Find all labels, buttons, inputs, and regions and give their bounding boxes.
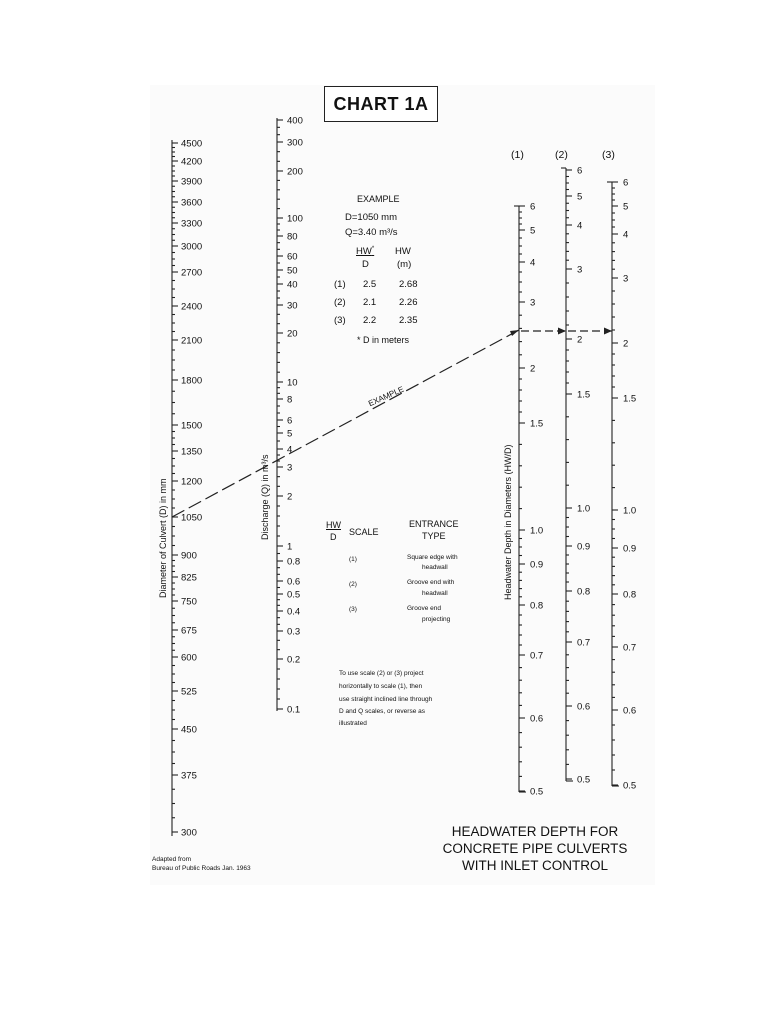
discharge-tick-label: 30 (287, 300, 298, 312)
example-footnote: * D in meters (357, 335, 410, 345)
example-arrowhead-1 (510, 330, 519, 336)
diameter-tick-label: 450 (181, 724, 197, 736)
diameter-tick-label: 2100 (181, 335, 203, 347)
example-arrowhead-2 (558, 328, 566, 335)
scale3-tick-label: 0.5 (623, 780, 637, 792)
scale2-tick-label: 4 (577, 220, 583, 232)
legend-row-3-type-1: Groove end (407, 605, 441, 612)
scale3-header: (3) (602, 149, 615, 161)
discharge-tick-label: 0.6 (287, 576, 301, 588)
diameter-tick-label: 3000 (181, 241, 203, 253)
scale3-tick-label: 1.5 (623, 393, 637, 405)
diameter-tick-label: 750 (181, 596, 197, 608)
discharge-tick-label: 60 (287, 251, 298, 263)
scale1-tick-label: 0.6 (530, 713, 544, 725)
diameter-tick-label: 1800 (181, 375, 203, 387)
discharge-tick-label: 200 (287, 166, 303, 178)
scale2-tick-label: 0.7 (577, 637, 591, 649)
hwd-axis-title: Headwater Depth in Diameters (HW/D) (503, 444, 513, 600)
example-inclined-line (172, 330, 519, 517)
example-row-2-hw: 2.26 (399, 297, 418, 308)
diameter-tick-label: 600 (181, 652, 197, 664)
scale2-tick-label: 3 (577, 264, 583, 276)
legend-row-3-type-2: projecting (422, 616, 451, 623)
discharge-axis-title: Discharge (Q) in m³/s (260, 454, 270, 540)
scale3-tick-label: 3 (623, 273, 629, 285)
legend-row-2-type-1: Groove end with (407, 579, 455, 586)
diameter-tick-label: 375 (181, 770, 197, 782)
diameter-tick-label: 900 (181, 550, 197, 562)
scale3-tick-label: 2 (623, 338, 629, 350)
scale1-tick-label: 1.0 (530, 525, 544, 537)
diameter-tick-label: 1500 (181, 420, 203, 432)
legend-row-1-type-2: headwall (422, 564, 448, 571)
discharge-tick-label: 0.3 (287, 626, 301, 638)
note-line-1: To use scale (2) or (3) project (339, 670, 424, 677)
scale2-tick-label: 0.9 (577, 541, 591, 553)
diameter-tick-label: 1200 (181, 476, 203, 488)
example-row-2-hwd: 2.1 (363, 297, 377, 308)
example-row-1-scale: (1) (334, 279, 346, 290)
example-row-1-hwd: 2.5 (363, 279, 377, 290)
heading-line-1: HEADWATER DEPTH FOR (451, 824, 619, 839)
diameter-axis-title: Diameter of Culvert (D) in mm (158, 478, 168, 598)
diameter-tick-label: 1350 (181, 446, 203, 458)
scale2-tick-label: 0.8 (577, 586, 591, 598)
scale1-tick-label: 3 (530, 297, 536, 309)
scale2-tick-label: 6 (577, 165, 583, 177)
legend-row-3-scale: (3) (349, 606, 357, 613)
scale3-tick-label: 4 (623, 229, 629, 241)
scale1-tick-label: 0.9 (530, 559, 544, 571)
legend-hw: HW (326, 520, 341, 530)
scale3-tick-label: 0.6 (623, 705, 637, 717)
note-line-2: horizontally to scale (1), then (339, 683, 423, 690)
legend-entrance-header-1: ENTRANCE (409, 519, 459, 529)
example-title: EXAMPLE (357, 194, 400, 204)
discharge-tick-label: 8 (287, 394, 293, 406)
discharge-tick-label: 2 (287, 491, 293, 503)
example-line-label: EXAMPLE (367, 384, 406, 409)
legend-scale-header: SCALE (349, 527, 379, 537)
discharge-tick-label: 400 (287, 115, 303, 127)
discharge-tick-label: 40 (287, 279, 298, 291)
diameter-tick-label: 3900 (181, 176, 203, 188)
scale1-tick-label: 1.5 (530, 418, 544, 430)
discharge-tick-label: 6 (287, 415, 293, 427)
discharge-tick-label: 20 (287, 328, 298, 340)
scale2-tick-label: 1.0 (577, 503, 591, 515)
scale2-tick-label: 0.6 (577, 701, 591, 713)
diameter-tick-label: 3600 (181, 197, 203, 209)
discharge-tick-label: 0.8 (287, 556, 301, 568)
legend-row-2-type-2: headwall (422, 590, 448, 597)
credit-line-2: Bureau of Public Roads Jan. 1963 (152, 864, 251, 872)
legend-row-1-type-1: Square edge with (407, 554, 458, 561)
chart-heading (405, 823, 665, 874)
diameter-tick-label: 4200 (181, 156, 203, 168)
scale3-tick-label: 6 (623, 177, 629, 189)
diameter-tick-label: 2700 (181, 267, 203, 279)
scale2-tick-label: 0.5 (577, 774, 591, 786)
example-row-3-hwd: 2.2 (363, 315, 377, 326)
discharge-tick-label: 300 (287, 137, 303, 149)
example-q: Q=3.40 m³/s (345, 227, 398, 238)
scale2-tick-label: 1.5 (577, 389, 591, 401)
scale1-tick-label: 0.5 (530, 786, 544, 798)
note-line-3: use straight inclined line through (339, 696, 433, 703)
example-row-1-hw: 2.68 (399, 279, 418, 290)
diameter-tick-label: 4500 (181, 138, 203, 150)
scale2-tick-label: 5 (577, 191, 583, 203)
discharge-tick-label: 50 (287, 265, 298, 277)
legend-row-2-scale: (2) (349, 581, 357, 588)
diameter-tick-label: 300 (181, 827, 197, 839)
example-col1-header: HW* (356, 246, 375, 258)
legend-d: D (330, 532, 337, 542)
scale3-tick-label: 0.9 (623, 543, 637, 555)
scale3-tick-label: 0.8 (623, 589, 637, 601)
scale1-tick-label: 2 (530, 363, 536, 375)
diameter-tick-label: 3300 (181, 218, 203, 230)
scale1-tick-label: 0.7 (530, 650, 544, 662)
diameter-tick-label: 1050 (181, 512, 203, 524)
discharge-tick-label: 80 (287, 231, 298, 243)
example-d: D=1050 mm (345, 212, 398, 223)
example-row-3-scale: (3) (334, 315, 346, 326)
scale1-tick-label: 0.8 (530, 600, 544, 612)
discharge-tick-label: 4 (287, 444, 293, 456)
scale3-tick-label: 1.0 (623, 505, 637, 517)
discharge-tick-label: 5 (287, 428, 293, 440)
example-col2-sub: (m) (397, 259, 412, 270)
example-row-2-scale: (2) (334, 297, 346, 308)
scale3-tick-label: 5 (623, 201, 629, 213)
scale2-header: (2) (555, 149, 568, 161)
example-row-3-hw: 2.35 (399, 315, 418, 326)
tick-labels (181, 115, 636, 838)
discharge-tick-label: 3 (287, 462, 293, 474)
scale1-header: (1) (511, 149, 524, 161)
diameter-tick-label: 525 (181, 686, 197, 698)
example-arrowhead-3 (604, 328, 612, 335)
discharge-tick-label: 0.4 (287, 606, 301, 618)
scales (172, 118, 619, 839)
diameter-tick-label: 2400 (181, 301, 203, 313)
discharge-tick-label: 10 (287, 377, 298, 389)
legend-entrance-header-2: TYPE (422, 531, 446, 541)
discharge-tick-label: 100 (287, 213, 303, 225)
scale1-tick-label: 6 (530, 201, 536, 213)
discharge-tick-label: 0.2 (287, 654, 301, 666)
chart-title: CHART 1A (324, 86, 438, 122)
heading-line-2: CONCRETE PIPE CULVERTS (442, 841, 628, 856)
heading-line-3: WITH INLET CONTROL (461, 858, 608, 873)
scale1-tick-label: 5 (530, 225, 536, 237)
scale3-tick-label: 0.7 (623, 642, 637, 654)
diameter-tick-label: 675 (181, 625, 197, 637)
diameter-tick-label: 825 (181, 572, 197, 584)
example-col2-header: HW (395, 246, 411, 257)
credit (152, 856, 251, 873)
discharge-tick-label: 1 (287, 541, 293, 553)
example-col1-sub: D (362, 259, 369, 270)
note-line-4: D and Q scales, or reverse as (339, 708, 425, 715)
note-line-5: illustrated (339, 720, 367, 727)
scale2-tick-label: 2 (577, 334, 583, 346)
credit-line-1: Adapted from (152, 856, 192, 863)
legend-row-1-scale: (1) (349, 556, 357, 563)
example-lines (172, 328, 612, 518)
discharge-tick-label: 0.5 (287, 589, 301, 601)
scale1-tick-label: 4 (530, 257, 536, 269)
discharge-tick-label: 0.1 (287, 704, 301, 716)
